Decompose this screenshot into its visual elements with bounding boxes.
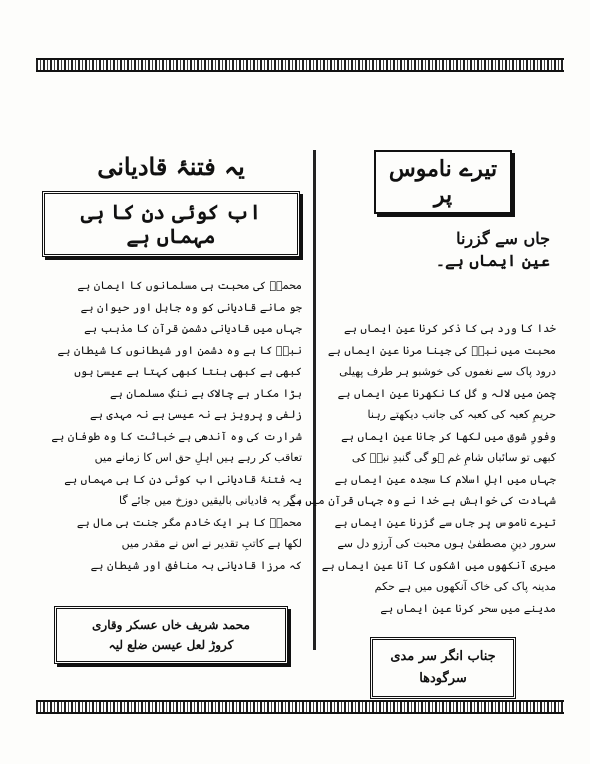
- poem-line: شہادت کی خواہش ہے خدا نے وہ جہاں قرآن میں ہے: [289, 494, 556, 507]
- poem-left: [40, 140, 302, 664]
- poem-left-signature: [54, 606, 288, 664]
- poem-line: محمدؐ کا ہر ایک خادم مگر جنت ہی مال ہے: [76, 515, 302, 529]
- subtitle-line: جاں سے گزرنا: [456, 229, 550, 248]
- poem-right-signature: [370, 637, 516, 699]
- poem-line: نبیؐ کا ہے وہ دشمن اور شیطانوں کا شیطان ہے: [57, 343, 302, 357]
- poem-line: مدینے میں سحر کرنا عین ایماں ہے: [380, 601, 556, 615]
- poem-right-subtitle: [330, 228, 550, 272]
- poem-line: بڑا مکار ہے چالاک ہے ننگِ مسلمان ہے: [109, 386, 302, 400]
- poem-right: [289, 140, 556, 699]
- decorative-border-bottom: [36, 700, 564, 714]
- decorative-border-top: [36, 58, 564, 72]
- poem-line: جہاں میں اہلِ اسلام کا سجدہ عین ایماں ہے: [334, 472, 556, 486]
- poem-left-title: یہ فتنۂ قادیانی: [97, 152, 245, 181]
- poem-line: کبھی تو سائباں شامِ غم ہو گی گنبدِ نبیؐ کی: [351, 451, 556, 464]
- author-place: سرگودھا: [419, 671, 467, 686]
- poem-line: تعاقب کر رہے ہیں اہلِ حق اس کا زمانے میں: [94, 451, 302, 464]
- poem-line: محمدؐ کی محبت ہی مسلمانوں کا ایمان ہے: [77, 279, 302, 292]
- poem-line: حریمِ کعبہ کی کعبہ کی جانب دیکھتے رہنا: [367, 408, 556, 421]
- poem-right-title: تیرے ناموس پر: [374, 150, 512, 214]
- poem-right-body: [289, 318, 556, 619]
- author-name: محمد شریف خاں عسکر وقاری: [92, 618, 250, 632]
- poem-line: خدا کا ورد ہی کا ذکر کرنا عین ایماں ہے: [344, 322, 556, 335]
- subtitle-line: عین ایماں ہے۔: [435, 251, 550, 270]
- poem-line: زلفی و پرویز ہے نہ عیسیٰ ہے نہ مہدی ہے: [90, 408, 302, 421]
- poem-line: تیرے ناموس پر جاں سے گزرنا عین ایماں ہے: [334, 515, 556, 529]
- poem-line: کہ مرزا قادیانی بہ منافق اور شیطان ہے: [90, 558, 302, 572]
- column-divider: [313, 150, 316, 650]
- poem-line: مدینہ پاک کی خاک آنکھوں میں ہے حکم: [374, 580, 556, 593]
- poem-left-body: [40, 275, 302, 576]
- poem-line: سرور دینِ مصطفیٰ ہوں محبت کی آرزو دل سے: [337, 537, 556, 550]
- poem-line: یہ فتنۂ قادیانی اب کوئی دن کا ہی مہماں ہے: [64, 472, 302, 486]
- author-name: جناب انگر سر مدی: [390, 649, 496, 664]
- author-place: کروڑ لعل عیسن ضلع لیہ: [108, 638, 234, 652]
- poem-line: جہاں میں قادیانی دشمنِ قرآن کا مذہب ہے: [84, 322, 302, 335]
- poem-line: میری آنکھوں میں اشکوں کا آنا عین ایماں ہے: [321, 558, 556, 572]
- poem-line: کبھی ہے کبھی بنتا کبھی کہتا ہے عیسیٰ ہوں: [74, 365, 302, 378]
- poem-line: شرارت کی وہ آندھی ہے خباثت کا وہ طوفان ہے: [51, 429, 302, 443]
- poem-line: چمن میں لالہ و گل کا نکھرنا عین ایماں ہے: [337, 386, 556, 400]
- poem-line: مگر یہ قادیانی بالیقیں دوزخ میں جائے گا: [119, 494, 302, 507]
- poem-line: محبت میں نبیؐ کی جینا مرنا عین ایماں ہے: [327, 343, 556, 357]
- poem-line: لکھا ہے کاتبِ تقدیر نے اس نے مقدر میں: [121, 537, 302, 550]
- poem-left-subtitle: اب کوئی دن کا ہی مہماں ہے: [42, 191, 300, 257]
- poem-line: وفورِ شوق میں لکھا کر جانا عین ایماں ہے: [341, 429, 556, 443]
- poem-line: جو مانے قادیانی کو وہ جاہل اور حیوان ہے: [80, 300, 302, 314]
- poem-line: درود پاک سے نغموں کی خوشبو ہر طرف پھیلی: [339, 365, 556, 378]
